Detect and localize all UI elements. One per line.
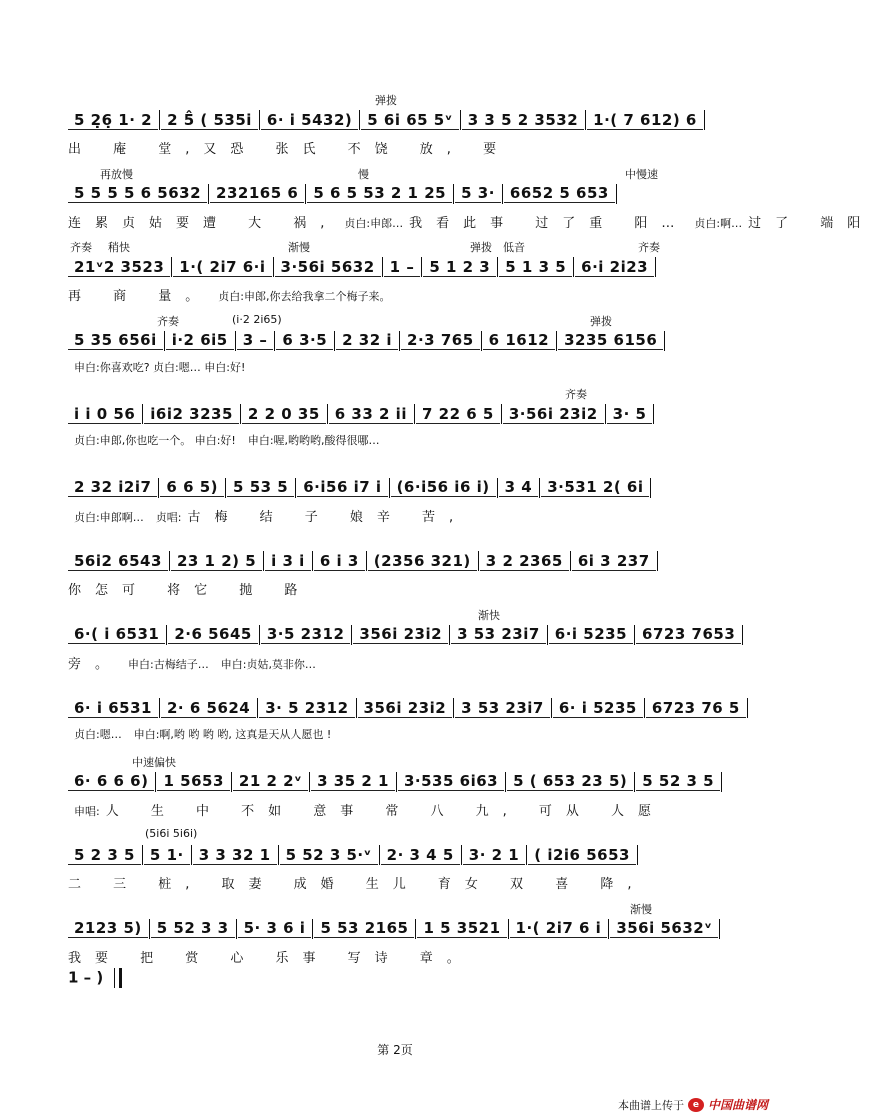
site-logo-icon: e [688, 1098, 704, 1112]
tempo-mark: 弹拨 [590, 314, 612, 328]
measure: 3· 2 1 [463, 846, 525, 865]
barline [664, 331, 665, 351]
measure: 6·i 5235 [549, 625, 633, 644]
score-row [0, 533, 790, 613]
barline [551, 698, 552, 718]
barline [396, 772, 397, 792]
barline [399, 331, 400, 351]
tempo-marks [0, 92, 790, 112]
barline [501, 404, 502, 424]
tempo-marks [0, 313, 790, 333]
tempo-mark: 渐慢 [630, 902, 652, 916]
measure: 2 2 0 35 [242, 405, 326, 424]
measure: 2·3 765 [401, 331, 480, 350]
tempo-mark: 稍快 [108, 241, 130, 254]
measure: 5 52 3 3 [151, 919, 235, 938]
score-row [0, 680, 790, 760]
notation-line [68, 184, 728, 210]
notation-line [68, 625, 736, 651]
upload-credit [618, 1096, 768, 1113]
barline [573, 257, 574, 277]
notation-line [68, 404, 728, 430]
notation-line [68, 257, 728, 283]
measure: 5 6i 65 5ᵛ [361, 111, 459, 130]
barline [274, 331, 275, 351]
lyrics-line [68, 506, 728, 528]
measure: 5 1 3 5 [499, 258, 572, 277]
sung-lyric: 又恐 张氏 不饶 放, 要 [203, 142, 511, 157]
barline [142, 845, 143, 865]
measure: 356i 23i2 [353, 625, 448, 644]
measure: 3 53 23i7 [451, 625, 546, 644]
tempo-mark: 中速偏快 [132, 755, 176, 769]
score-row [0, 92, 790, 172]
measure: 2·6 5645 [168, 625, 258, 644]
tempo-mark: 低音 [503, 241, 525, 254]
measure: 6·i56 i7 i [297, 478, 387, 497]
barline [327, 404, 328, 424]
barline [497, 478, 498, 498]
barline [605, 404, 606, 424]
tempo-marks [0, 239, 790, 259]
measure: 3· 5 [607, 405, 653, 424]
barline [704, 110, 705, 130]
notation-line [68, 772, 728, 798]
barline [169, 551, 170, 571]
measure: 5 52 3 5·ᵛ [280, 846, 378, 865]
notation-line [68, 845, 728, 871]
final-measure [68, 968, 122, 988]
barline [505, 772, 506, 792]
barline [570, 551, 571, 571]
score-row [0, 166, 874, 246]
measure: 3·56i 5632 [275, 258, 381, 277]
measure: 1 5 3521 [417, 919, 506, 938]
sung-lyric: 我要 把 赏 心 乐事 写诗 章。 [68, 950, 474, 966]
barline [460, 110, 461, 130]
barline [616, 184, 617, 204]
tempo-mark: 渐慢 [288, 241, 310, 254]
tempo-mark: 再放慢 [100, 167, 133, 181]
barline [453, 698, 454, 718]
barline [366, 551, 367, 571]
tempo-marks [0, 607, 790, 627]
spoken-dialogue: 贞白:申郎,你去给我拿二个梅子来。 [218, 290, 391, 303]
barline [158, 478, 159, 498]
barline [259, 110, 260, 130]
final-notes: 1 – ) [68, 968, 104, 987]
barline [257, 698, 258, 718]
barline [421, 257, 422, 277]
barline [259, 625, 260, 645]
measure: 6723 76 5 [646, 699, 746, 718]
measure: 1 – [384, 258, 421, 277]
measure: 5 52 3 5 [636, 772, 720, 791]
measure: 23 1 2) 5 [171, 552, 262, 571]
measure: 5 35 656i [68, 331, 163, 350]
measure: 2 5̂ ( 535i [161, 111, 258, 130]
score-row [0, 827, 790, 907]
measure: i6i2 3235 [144, 405, 239, 424]
measure: 3·56i 23i2 [503, 405, 604, 424]
tempo-mark: 齐奏 [157, 314, 179, 328]
measure: 5· 3 6 i [238, 919, 312, 938]
barline [166, 625, 167, 645]
measure: 3 3 32 1 [193, 846, 277, 865]
barline [657, 551, 658, 571]
tempo-mark: 慢 [358, 167, 369, 181]
measure: 356i 5632ᵛ [610, 919, 718, 938]
measure: 6723 7653 [636, 625, 741, 644]
sung-lyric: 连累贞姑要遭 大 祸, [68, 215, 339, 231]
measure: 6 33 2 ii [329, 405, 413, 424]
notation-line [68, 478, 728, 504]
barline [171, 257, 172, 277]
measure: 5 1 2 3 [423, 258, 496, 277]
sung-lyric: 出 庵 堂, [68, 142, 204, 157]
barline [644, 698, 645, 718]
score-row [0, 313, 790, 393]
barline [481, 331, 482, 351]
measure: 6·( i 6531 [68, 625, 165, 644]
measure: 6i 3 237 [572, 552, 656, 571]
barline [278, 845, 279, 865]
barline [502, 184, 503, 204]
measure: 2 32 i2i7 [68, 478, 157, 497]
measure: 6 6 5) [160, 478, 224, 497]
barline [149, 919, 150, 939]
measure: ( i2i6 5653 [528, 846, 636, 865]
barline [334, 331, 335, 351]
barline [478, 551, 479, 571]
measure: 3 – [237, 331, 274, 350]
barline [634, 625, 635, 645]
tempo-mark: (i·2 2i65) [232, 312, 282, 326]
measure: 3·535 6i63 [398, 772, 504, 791]
sung-lyric: 过了 端阳 [748, 215, 874, 231]
sung-lyric: 我看此事 过了重 阳… [409, 215, 689, 231]
measure: 3235 6156 [558, 331, 663, 350]
measure: 356i 23i2 [358, 699, 453, 718]
barline [637, 845, 638, 865]
tempo-mark: 弹拨 [470, 241, 492, 254]
barline [508, 919, 509, 939]
barline [650, 478, 651, 498]
measure: 5 6 5 53 2 1 25 [307, 184, 452, 203]
barline [273, 257, 274, 277]
measure: 6·i 2i23 [575, 258, 654, 277]
credit-text: 本曲谱上传于 [617, 1098, 684, 1112]
measure: 6 i 3 [314, 552, 365, 571]
measure: 5 3· [455, 184, 501, 203]
measure: i i 0 56 [68, 405, 141, 424]
tempo-marks [0, 460, 790, 480]
measure: 21 2 2ᵛ [233, 772, 308, 791]
tempo-marks [0, 901, 790, 921]
barline [191, 845, 192, 865]
tempo-mark: 齐奏 [70, 241, 92, 254]
spoken-dialogue: 申唱: [74, 804, 100, 818]
barline [225, 478, 226, 498]
tempo-marks [0, 533, 790, 553]
barline [634, 772, 635, 792]
barline [742, 625, 743, 645]
barline [356, 698, 357, 718]
lyrics-line [68, 359, 728, 381]
measure: 1·( 7 612) 6 [587, 111, 703, 130]
spoken-dialogue: 申白:贞姑,莫非你… [220, 657, 316, 671]
measure: 3 3 5 2 3532 [462, 111, 584, 130]
page-number: 第 2页 [377, 1043, 413, 1057]
sung-lyric: 人 生 中 不如 意事 常 八 九, 可从 人愿 [105, 803, 666, 819]
tempo-marks [0, 827, 790, 847]
measure: 6· i 5432) [261, 111, 358, 130]
tempo-marks [0, 680, 790, 700]
barline [721, 772, 722, 792]
score-row [0, 754, 790, 834]
measure: 3 53 23i7 [455, 699, 550, 718]
measure: 7 22 6 5 [416, 405, 500, 424]
measure: 3·5 2312 [261, 625, 351, 644]
measure: 2123 5) [68, 919, 148, 938]
barline [359, 110, 360, 130]
measure: 5 53 5 [227, 478, 294, 497]
tempo-mark: 渐快 [478, 608, 500, 622]
score-row [0, 239, 790, 319]
barline [351, 625, 352, 645]
measure: (6·i56 i6 i) [391, 478, 496, 497]
measure: 5 1· [144, 846, 190, 865]
notation-line [68, 331, 728, 357]
spoken-dialogue: 申白:你喜欢吃? 贞白:嗯… 申白:好! [74, 360, 246, 374]
lyrics-line [68, 653, 728, 675]
spoken-dialogue: 申白:喔,哟哟哟,酸得很哪… [247, 434, 380, 447]
barline [653, 404, 654, 424]
measure: 6· 6 6 6) [68, 772, 154, 791]
barline [142, 404, 143, 424]
tempo-mark: (5i6i 5i6i) [145, 827, 198, 840]
notation-line [68, 919, 728, 945]
tempo-marks [0, 754, 790, 774]
measure: 6652 5 653 [504, 184, 615, 203]
sung-lyric: 古梅 结 子 娘辛 苦, [187, 509, 468, 525]
barline [453, 184, 454, 204]
lyrics-line [68, 138, 728, 160]
sung-lyric: 旁。 [68, 656, 123, 672]
barline [526, 845, 527, 865]
lyrics-line [68, 800, 728, 822]
measure: 6· i 5235 [553, 699, 643, 718]
barline [585, 110, 586, 130]
barline [415, 919, 416, 939]
spoken-dialogue: 贞唱: [155, 510, 182, 524]
barline [608, 919, 609, 939]
site-logo-text[interactable]: 中国曲谱网 [707, 1098, 768, 1112]
measure: 5 53 2165 [314, 919, 414, 938]
lyrics-line [68, 432, 728, 454]
barline [389, 478, 390, 498]
barline [155, 772, 156, 792]
barline [461, 845, 462, 865]
final-barline [114, 968, 122, 988]
tempo-mark: 弹拨 [375, 94, 397, 107]
measure: 21ᵛ2 3523 [68, 258, 170, 277]
measure: i 3 i [265, 552, 311, 571]
tempo-marks [0, 166, 790, 186]
measure: 5 2̣6̣ 1· 2 [68, 111, 158, 130]
notation-line [68, 698, 740, 724]
measure: 3·531 2( 6i [541, 478, 649, 497]
sung-lyric: 再 商 量。 [68, 289, 213, 304]
notation-line [68, 110, 728, 136]
barline [747, 698, 748, 718]
barline [305, 184, 306, 204]
barline [556, 331, 557, 351]
barline [159, 698, 160, 718]
measure: 3 35 2 1 [311, 772, 395, 791]
barline [235, 331, 236, 351]
barline [312, 919, 313, 939]
tempo-mark: 齐奏 [565, 388, 587, 401]
tempo-mark: 齐奏 [638, 241, 660, 254]
measure: 3 4 [499, 478, 539, 497]
measure: 6· i 6531 [68, 699, 158, 718]
measure: 1 5653 [157, 772, 229, 791]
measure: (2356 321) [368, 552, 477, 571]
measure: 2· 3 4 5 [381, 846, 460, 865]
barline [164, 331, 165, 351]
lyrics-line [68, 726, 728, 748]
measure: i·2 6i5 [166, 331, 234, 350]
lyrics-line [68, 579, 728, 601]
spoken-dialogue: 申白:古梅结子… [128, 657, 209, 671]
spoken-dialogue: 贞白:申郎… [344, 216, 404, 230]
barline [295, 478, 296, 498]
measure: 6 3·5 [276, 331, 333, 350]
spoken-dialogue: 贞白:嗯… [74, 728, 122, 741]
barline [449, 625, 450, 645]
spoken-dialogue: 贞白:申郎,你也吃一个。 申白:好! [74, 434, 236, 447]
measure: 56i2 6543 [68, 552, 168, 571]
lyrics-line [68, 947, 728, 969]
barline [208, 184, 209, 204]
barline [236, 919, 237, 939]
spoken-dialogue: 申白:啊,哟 哟 哟 哟, 这真是天从人愿也 ! [133, 728, 332, 741]
notation-line [68, 551, 728, 577]
barline [263, 551, 264, 571]
barline [547, 625, 548, 645]
score-row [0, 386, 790, 466]
measure: 5 ( 653 23 5) [507, 772, 633, 791]
measure: 232165 6 [210, 184, 304, 203]
spoken-dialogue: 贞白:申郎啊… [74, 510, 144, 524]
barline [159, 110, 160, 130]
measure: 5 5 5 5 6 5632 [68, 184, 207, 203]
measure: 2· 6 5624 [161, 699, 256, 718]
barline [497, 257, 498, 277]
measure: 3 2 2365 [480, 552, 569, 571]
measure: 2 32 i [336, 331, 398, 350]
barline [382, 257, 383, 277]
measure: 1·( 2i7 6·i [173, 258, 271, 277]
barline [655, 257, 656, 277]
lyrics-line [68, 285, 728, 307]
barline [719, 919, 720, 939]
score-row [0, 607, 790, 687]
score-row [0, 460, 790, 540]
spoken-dialogue: 贞白:啊… [694, 216, 743, 230]
barline [379, 845, 380, 865]
measure: 1·( 2i7 6 i [510, 919, 608, 938]
tempo-mark: 中慢速 [625, 167, 658, 181]
sung-lyric: 你怎可 将它 抛 路 [68, 583, 312, 598]
barline [312, 551, 313, 571]
sung-lyric: 二 三 桩, 取妻 成婚 生儿 育女 双 喜 降, [68, 877, 646, 892]
tempo-marks [0, 386, 790, 406]
lyrics-line [68, 873, 728, 895]
measure: 5 2 3 5 [68, 846, 141, 865]
barline [231, 772, 232, 792]
barline [414, 404, 415, 424]
lyrics-line [68, 212, 874, 234]
barline [309, 772, 310, 792]
measure: 6 1612 [483, 331, 555, 350]
barline [539, 478, 540, 498]
measure: 3· 5 2312 [259, 699, 354, 718]
barline [240, 404, 241, 424]
